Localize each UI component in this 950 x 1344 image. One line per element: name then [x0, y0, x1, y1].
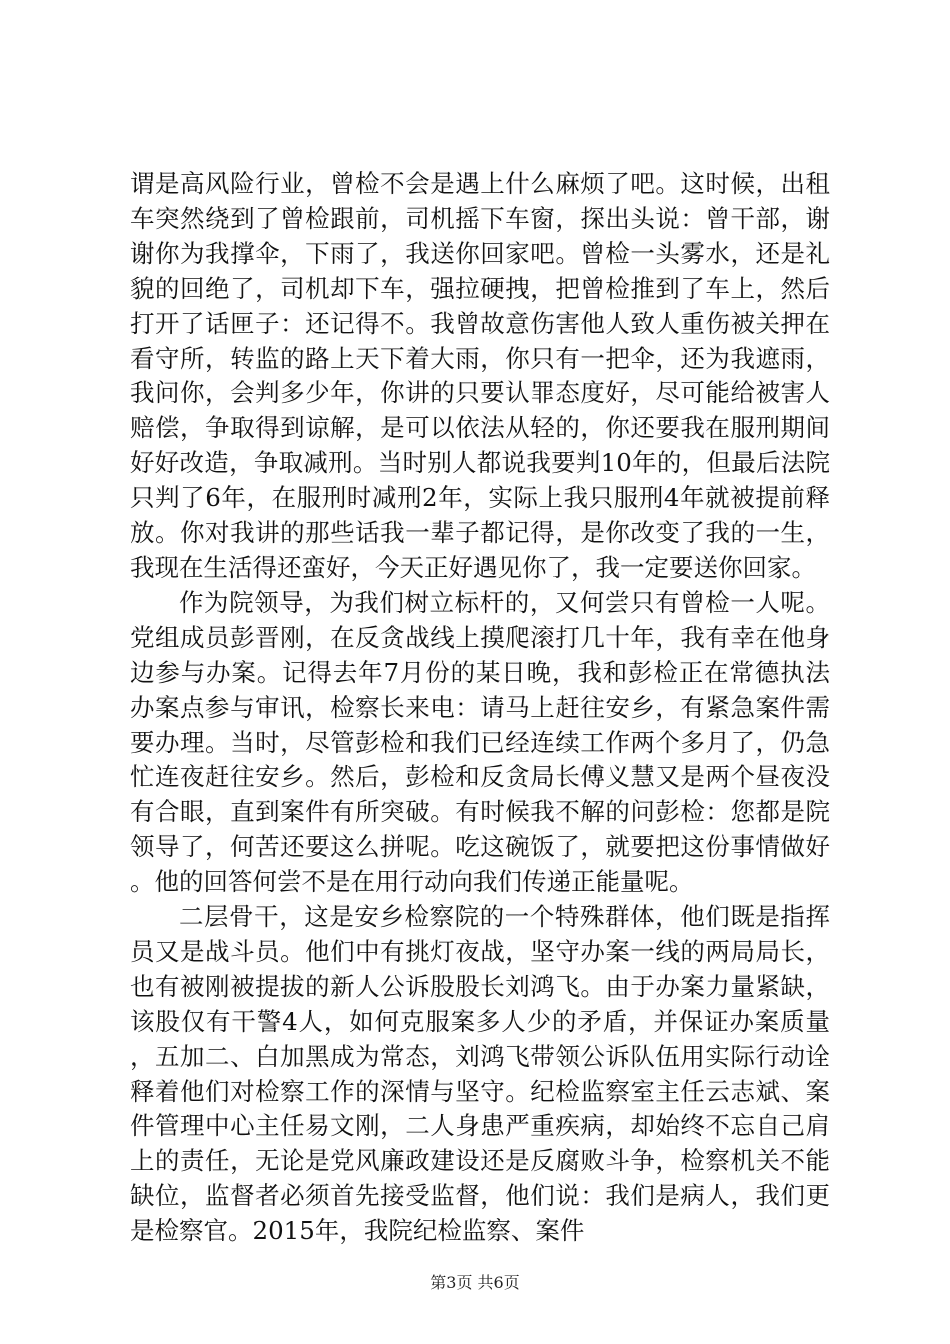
body-text: [130, 167, 830, 1249]
page-footer: 第3页 共6页: [430, 1273, 520, 1292]
paragraph-2: 作为院领导，为我们树立标杆的，又何尝只有曾检一人呢。党组成员彭晋刚，在反贪战线上摸爬滚打几十年，我有幸在他身边参与办案。记得去年7月份的某日晚，我和彭检正在常德执法办案点参与审讯，检察长来电：请马上赶往安乡，有紧急案件需要办理。当时，尽管彭检和我们已经连续工作两个多月了，仍急忙连夜赶往安乡。然后，彭检和反贪局长傅义慧又是两个昼夜没有合眼，直到案件有所突破。有时候我不解的问彭检：您都是院领导了，何苦还要这么拼呢。吃这碗饭了，就要把这份事情做好。他的回答何尝不是在用行动向我们传递正能量呢。: [130, 587, 830, 897]
paragraph-3: 二层骨干，这是安乡检察院的一个特殊群体，他们既是指挥员又是战斗员。他们中有挑灯夜战，坚守办案一线的两局局长，也有被刚被提拔的新人公诉股股长刘鸿飞。由于办案力量紧缺，该股仅有干警4人，如何克服案多人少的矛盾，并保证办案质量，五加二、白加黑成为常态，刘鸿飞带领公诉队伍用实际行动诠释着他们对检察工作的深情与坚守。纪检监察室主任云志斌、案件管理中心主任易文刚，二人身患严重疾病，却始终不忘自己肩上的责任，无论是党风廉政建设还是反腐败斗争，检察机关不能缺位，监督者必须首先接受监督，他们说：我们是病人，我们更是检察官。2015年，我院纪检监察、案件: [130, 902, 830, 1246]
paragraph-1: 谓是高风险行业，曾检不会是遇上什么麻烦了吧。这时候，出租车突然绕到了曾检跟前，司机摇下车窗，探出头说：曾干部，谢谢你为我撑伞，下雨了，我送你回家吧。曾检一头雾水，还是礼貌的回绝了，司机却下车，强拉硬拽，把曾检推到了车上，然后打开了话匣子：还记得不。我曾故意伤害他人致人重伤被关押在看守所，转监的路上天下着大雨，你只有一把伞，还为我遮雨，我问你，会判多少年，你讲的只要认罪态度好，尽可能给被害人赔偿，争取得到谅解，是可以依法从轻的，你还要我在服刑期间好好改造，争取减刑。当时别人都说我要判10年的，但最后法院只判了6年，在服刑时减刑2年，实际上我只服刑4年就被提前释放。你对我讲的那些话我一辈子都记得，是你改变了我的一生，我现在生活得还蛮好，今天正好遇见你了，我一定要送你回家。: [130, 169, 830, 582]
